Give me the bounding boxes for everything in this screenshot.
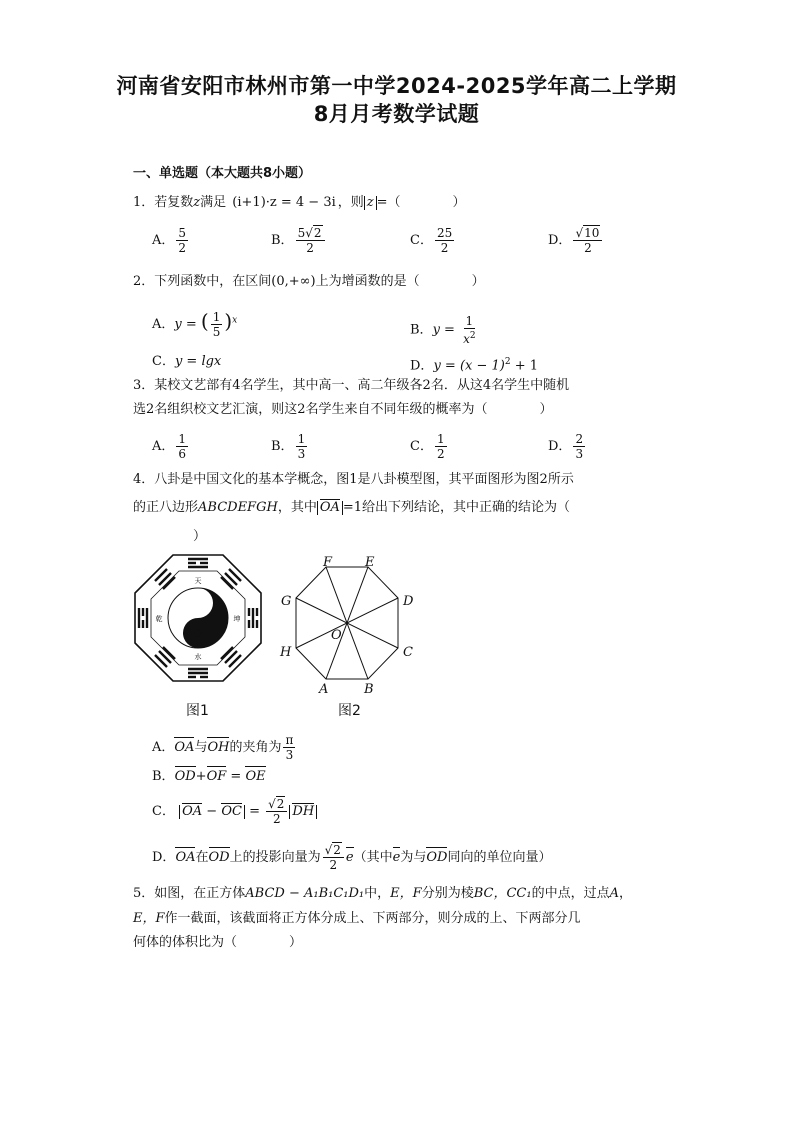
point-a: A: [319, 682, 329, 697]
q1-option-b[interactable]: B． $\frac{5√2}{2}$: [271, 226, 327, 255]
label-tian: 天: [194, 577, 202, 585]
question-5-line2: E，F作一截面，该截面将正方体分成上、下两部分，则分成的上、下两部分几: [133, 911, 581, 926]
q1-option-d[interactable]: D． $\frac{√10}{2}$: [548, 226, 604, 255]
point-f: F: [323, 555, 333, 570]
q2-option-a[interactable]: A．y = ( $\frac{1}{5}$ )$^x$: [152, 309, 238, 339]
q1-option-a[interactable]: A． $\frac{5}{2}$: [152, 226, 187, 255]
q3-option-b[interactable]: B． $\frac{1}{3}$: [271, 432, 306, 461]
figure-1-caption: 图1: [186, 703, 209, 719]
question-4-line1: 4．八卦是中国文化的基本学概念，图1是八卦模型图，其平面图形为图2所示: [133, 472, 574, 487]
page-title-line2: 8月月考数学试题: [313, 102, 480, 126]
q4-option-c[interactable]: C． OA − OC = $\frac{√2}{2}$ DH: [152, 797, 317, 826]
label-shui: 水: [194, 653, 202, 661]
point-b: B: [364, 682, 374, 697]
yang-dot: [195, 600, 202, 607]
bagua-figure: [133, 553, 263, 683]
point-e: E: [365, 555, 375, 570]
question-3-line2: 选2名组织校文艺汇演，则这2名学生来自不同年级的概率为（ ）: [133, 402, 553, 417]
point-g: G: [281, 594, 292, 609]
point-c: C: [403, 645, 413, 660]
point-d: D: [403, 594, 414, 609]
q2-option-d[interactable]: D．$y = (x - 1)^2 + 1$: [410, 357, 539, 374]
question-3-line1: 3．某校文艺部有4名学生，其中高一、高二年级各2名．从这4名学生中随机: [133, 378, 570, 393]
question-2-stem: 2．下列函数中，在区间(0,+∞)上为增函数的是（ ）: [133, 274, 485, 289]
octagon-figure: [276, 555, 426, 697]
q3-option-a[interactable]: A． $\frac{1}{6}$: [152, 432, 187, 461]
q1-option-c[interactable]: C． $\frac{25}{2}$: [410, 226, 453, 255]
question-4-line2: 的正八边形ABCDEFGH，其中 OA =1给出下列结论，其中正确的结论为（: [133, 500, 571, 515]
q3-option-c[interactable]: C． $\frac{1}{2}$: [410, 432, 445, 461]
q2-option-b[interactable]: B．y = $\frac{1}{x^2}$: [410, 314, 476, 346]
question-4-line3: ）: [193, 529, 207, 544]
q3-option-d[interactable]: D． $\frac{2}{3}$: [548, 432, 584, 461]
section-heading: 一、单选题（本大题共8小题）: [133, 166, 312, 181]
label-qian: 乾: [155, 615, 163, 623]
question-1-stem: 1．若复数z满足 (i+1)·z = 4 − 3i ，则 z =（ ）: [133, 195, 466, 210]
point-h: H: [280, 645, 292, 660]
question-5-line1: 5．如图，在正方体ABCD − A₁B₁C₁D₁中，E，F分别为棱BC，CC₁的中点，过点A，: [133, 886, 632, 901]
q2-option-c[interactable]: C．y = lgx: [152, 354, 222, 369]
q4-option-b[interactable]: B．OD+OF = OE: [152, 769, 266, 784]
point-o: O: [331, 628, 342, 643]
label-kun: 坤: [233, 615, 241, 623]
question-5-line3: 何体的体积比为（ ）: [133, 935, 303, 950]
page-title-line1: 河南省安阳市林州市第一中学2024-2025学年高二上学期: [116, 74, 677, 98]
q4-option-d[interactable]: D．OA在OD上的投影向量为 $\frac{√2}{2}$ e（其中e为与OD同向的单位向量）: [152, 843, 552, 872]
figure-2-caption: 图2: [338, 703, 361, 719]
yin-dot: [195, 630, 202, 637]
q4-option-a[interactable]: A．OA与OH的夹角为 $\frac{\pi}{3}$: [152, 733, 294, 762]
